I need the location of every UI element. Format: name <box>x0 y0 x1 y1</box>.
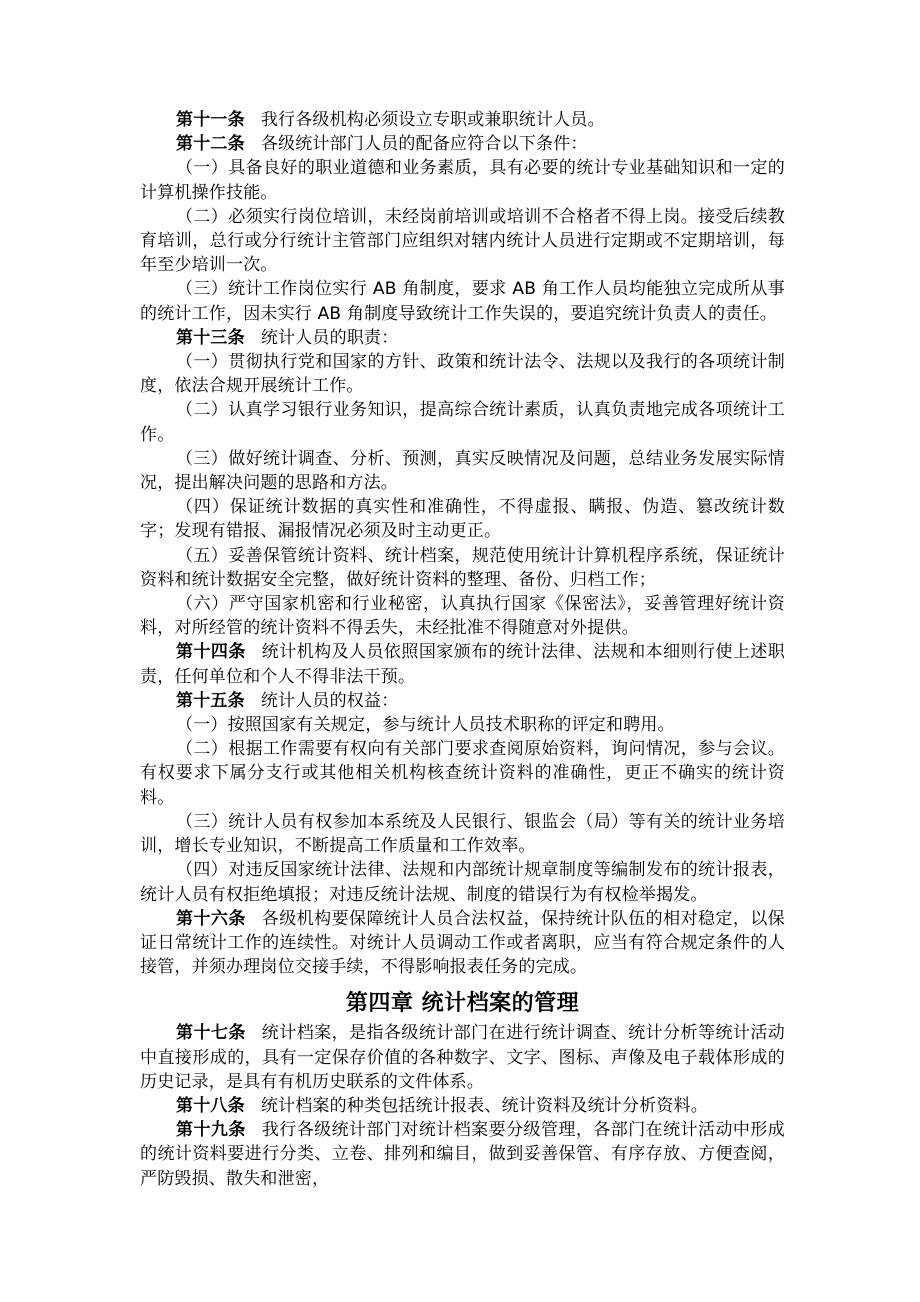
paragraph-text: （一）按照国家有关规定，参与统计人员技术职称的评定和聘用。 <box>176 715 675 736</box>
paragraph <box>140 156 785 204</box>
section-bottom <box>140 1021 785 1190</box>
article-number: 第十二条 <box>176 134 245 155</box>
paragraph <box>140 132 785 156</box>
paragraph <box>140 350 785 398</box>
paragraph-text: （三）做好统计调查、分析、预测，真实反映情况及问题，总结业务发展实际情况，提出解决问题的思路和方法。 <box>140 448 785 494</box>
paragraph-text: （五）妥善保管统计资料、统计档案，规范使用统计计算机程序系统，保证统计资料和统计数据安全完整，做好统计资料的整理、备份、归档工作； <box>140 545 785 590</box>
paragraph-text: 统计档案的种类包括统计报表、统计资料及统计分析资料。 <box>260 1095 709 1116</box>
paragraph-text: （二）认真学习银行业务知识，提高综合统计素质，认真负责地完成各项统计工作。 <box>140 400 785 445</box>
section-top <box>140 108 785 979</box>
paragraph <box>140 277 785 325</box>
paragraph <box>140 1118 785 1191</box>
paragraph-text: 统计人员的职责： <box>260 327 399 348</box>
paragraph <box>140 858 785 906</box>
article-number: 第十一条 <box>176 110 245 130</box>
paragraph-text: （三）统计人员有权参加本系统及人民银行、银监会（局）等有关的统计业务培训，增长专业知识，不断提高工作质量和工作效率。 <box>140 811 785 857</box>
paragraph-text: 各级统计部门人员的配备应符合以下条件： <box>260 134 588 155</box>
paragraph-text: （四）对违反国家统计法律、法规和内部统计规章制度等编制发布的统计报表，统计人员有权拒绝填报；对违反统计法规、制度的错误行为有权检举揭发。 <box>140 860 785 905</box>
paragraph-text: （六）严守国家机密和行业秘密，认真执行国家《保密法》，妥善管理好统计资料，对所经管的统计资料不得丢失，未经批准不得随意对外提供。 <box>140 594 785 639</box>
paragraph <box>140 810 785 858</box>
paragraph <box>140 640 785 688</box>
paragraph <box>140 326 785 350</box>
paragraph <box>140 1021 785 1094</box>
paragraph <box>140 907 785 980</box>
paragraph <box>140 108 785 132</box>
paragraph <box>140 592 785 640</box>
paragraph <box>140 1094 785 1118</box>
article-number: 第十七条 <box>176 1023 246 1044</box>
article-number: 第十三条 <box>176 327 245 348</box>
paragraph-text: （一）具备良好的职业道德和业务素质，具有必要的统计专业基础知识和一定的计算机操作技能。 <box>140 158 785 203</box>
paragraph <box>140 398 785 446</box>
paragraph <box>140 713 785 737</box>
chapter-title: 第四章 统计档案的管理 <box>345 991 580 1017</box>
paragraph-text: （一）贯彻执行党和国家的方针、政策和统计法令、法规以及我行的各项统计制度，依法合规开展统计工作。 <box>140 352 785 397</box>
paragraph-text: （三）统计工作岗位实行 AB 角制度，要求 AB 角工作人员均能独立完成所从事的统计工作，因未实行 AB 角制度导致统计工作失误的，要追究统计负责人的责任。 <box>140 279 785 324</box>
paragraph-text: （二）根据工作需要有权向有关部门要求查阅原始资料，询问情况，参与会议。有权要求下属分支行或其他相关机构核查统计资料的准确性，更正不确实的统计资料。 <box>140 739 785 808</box>
paragraph-text: 统计机构及人员依照国家颁布的统计法律、法规和本细则行使上述职责，任何单位和个人不得非法干预。 <box>140 642 785 687</box>
paragraph-text: （四）保证统计数据的真实性和准确性，不得虚报、瞒报、伪造、篡改统计数字；发现有错报、漏报情况必须及时主动更正。 <box>140 497 785 542</box>
article-number: 第十五条 <box>176 690 245 711</box>
paragraph-text: 统计人员的权益： <box>260 690 399 711</box>
paragraph <box>140 495 785 543</box>
paragraph-text: 统计档案，是指各级统计部门在进行统计调查、统计分析等统计活动中直接形成的，具有一定保存价值的各种数字、文字、图标、声像及电子载体形成的历史记录，是具有有机历史联系的文件体系。 <box>140 1023 785 1092</box>
paragraph-text: 我行各级机构必须设立专职或兼职统计人员。 <box>260 110 605 130</box>
article-number: 第十九条 <box>176 1120 246 1141</box>
paragraph <box>140 447 785 495</box>
paragraph <box>140 205 785 278</box>
paragraph-text: 各级机构要保障统计人员合法权益，保持统计队伍的相对稳定，以保证日常统计工作的连续性。对统计人员调动工作或者离职，应当有符合规定条件的人接管，并须办理岗位交接手续，不得影响报表任务的完成。 <box>140 908 785 978</box>
paragraph-text: （二）必须实行岗位培训，未经岗前培训或培训不合格者不得上岗。接受后续教育培训，总行或分行统计主管部门应组织对辖内统计人员进行定期或不定期培训，每年至少培训一次。 <box>140 206 785 276</box>
paragraph <box>140 737 785 810</box>
document-page <box>140 108 785 1191</box>
paragraph <box>140 689 785 713</box>
article-number: 第十八条 <box>176 1095 245 1116</box>
paragraph-text: 我行各级统计部门对统计档案要分级管理，各部门在统计活动中形成的统计资料要进行分类、立卷、排列和编目，做到妥善保管、有序存放、方便查阅，严防毁损、散失和泄密， <box>140 1120 785 1189</box>
article-number: 第十六条 <box>176 908 246 929</box>
article-number: 第十四条 <box>176 642 246 663</box>
paragraph <box>140 544 785 592</box>
